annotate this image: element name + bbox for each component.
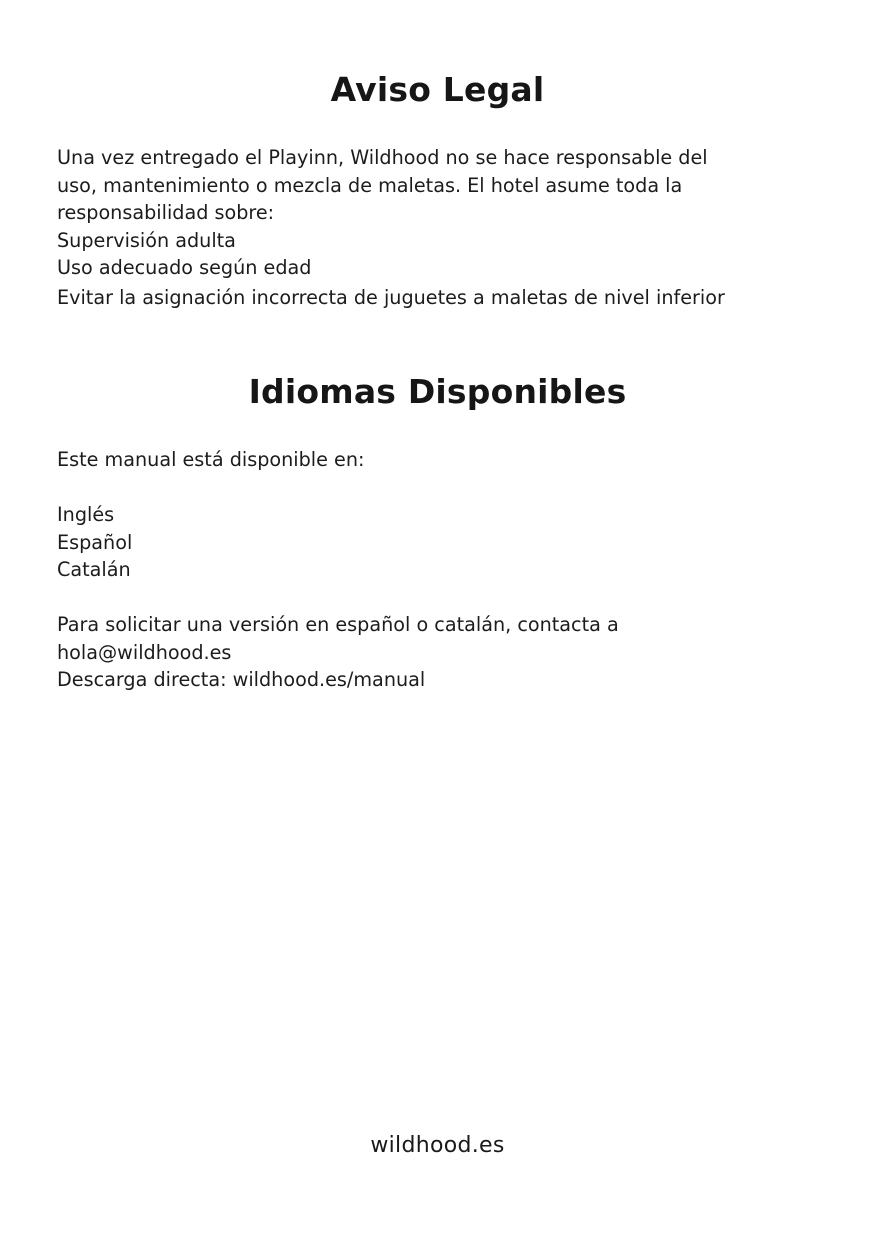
legal-intro-line: responsabilidad sobre: — [57, 201, 275, 224]
contact-email: hola@wildhood.es — [57, 640, 232, 664]
responsibility-item: Evitar la asignación incorrecta de juguetes a maletas de nivel inferior — [57, 285, 725, 309]
request-text: Para solicitar una versión en español o catalán, contacta a — [57, 613, 619, 636]
footer-website: wildhood.es — [370, 1133, 505, 1158]
available-languages-heading: Idiomas Disponibles — [248, 372, 627, 411]
responsibility-item: Supervisión adulta — [57, 228, 236, 252]
available-languages-body — [57, 446, 817, 694]
spacer — [57, 584, 817, 612]
language-item-english: Inglés — [57, 503, 115, 526]
spacer — [57, 474, 817, 502]
legal-notice-heading: Aviso Legal — [330, 70, 545, 109]
download-link-text: Descarga directa: wildhood.es/manual — [57, 668, 426, 691]
legal-intro-line: Una vez entregado el Playinn, Wildhood no se hace responsable del — [57, 146, 708, 169]
languages-intro: Este manual está disponible en: — [57, 448, 365, 471]
responsibility-item: Uso adecuado según edad — [57, 256, 312, 279]
legal-notice-body — [57, 144, 817, 311]
legal-intro-line: uso, mantenimiento o mezcla de maletas. El hotel asume toda la — [57, 173, 683, 197]
language-item-spanish: Español — [57, 530, 133, 554]
language-item-catalan: Catalán — [57, 558, 131, 581]
